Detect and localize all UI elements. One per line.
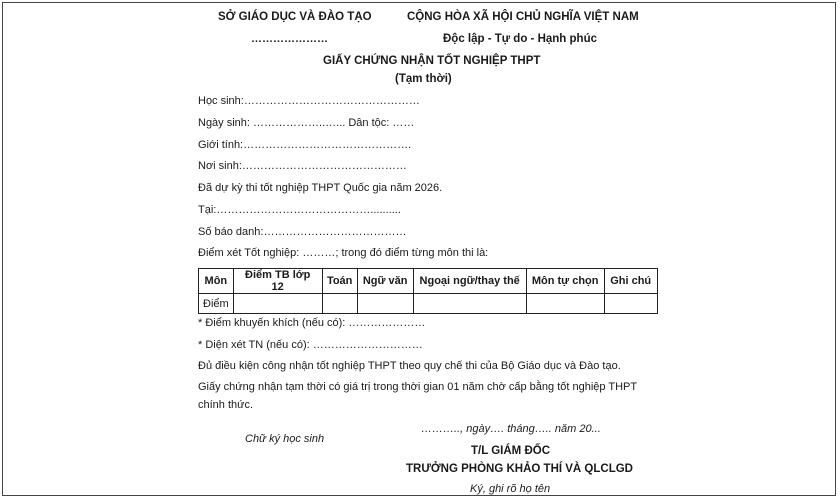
authority-title: T/L GIÁM ĐỐC bbox=[471, 445, 551, 457]
table-header-cell: Môn tự chọn bbox=[526, 269, 604, 294]
table-cell bbox=[413, 294, 526, 314]
field-location: Tại:…………………………………….......... bbox=[198, 204, 401, 216]
department-placeholder: ………………… bbox=[251, 33, 328, 45]
document-title: GIẤY CHỨNG NHẬN TỐT NGHIỆP THPT bbox=[323, 55, 541, 67]
note-exemption: * Diện xét TN (nếu có): ………………………… bbox=[198, 339, 423, 351]
field-student: Học sinh:………………………………………… bbox=[198, 95, 420, 107]
table-header-cell: Điểm TB lớp 12 bbox=[233, 269, 322, 294]
grades-table bbox=[198, 268, 658, 314]
table-cell bbox=[233, 294, 322, 314]
document-subtitle: (Tạm thời) bbox=[395, 73, 452, 85]
table-cell bbox=[322, 294, 357, 314]
grade-intro: Điểm xét Tốt nghiệp: ………; trong đó điểm từng môn thi là: bbox=[198, 247, 489, 259]
department-name: SỞ GIÁO DỤC VÀ ĐÀO TẠO bbox=[218, 11, 372, 23]
date-line: ……….., ngày…. tháng….. năm 20... bbox=[421, 423, 601, 435]
note-bonus: * Điểm khuyến khích (nếu có): ………………… bbox=[198, 317, 426, 329]
field-gender: Giới tính:………………………………………. bbox=[198, 139, 412, 151]
field-candidate-number: Số báo danh:………………………………… bbox=[198, 226, 407, 238]
table-header-cell: Ngoại ngữ/thay thế bbox=[413, 269, 526, 294]
country-motto: Độc lập - Tự do - Hạnh phúc bbox=[443, 33, 597, 45]
authority-office: TRƯỞNG PHÒNG KHẢO THÍ VÀ QLCLGD bbox=[406, 463, 633, 475]
table-row-label: Điểm bbox=[199, 294, 234, 314]
table-cell bbox=[357, 294, 413, 314]
table-cell bbox=[604, 294, 657, 314]
table-cell bbox=[526, 294, 604, 314]
student-signature-label: Chữ ký học sinh bbox=[245, 433, 325, 445]
field-birth-place: Nơi sinh:……………………………………… bbox=[198, 160, 407, 172]
table-header-cell: Toán bbox=[322, 269, 357, 294]
table-header-cell: Môn bbox=[199, 269, 234, 294]
field-birth-date: Ngày sinh: ………………..…... Dân tộc: …… bbox=[198, 117, 415, 129]
exam-statement: Đã dự kỳ thi tốt nghiệp THPT Quốc gia năm 2026. bbox=[198, 182, 443, 194]
certificate-document bbox=[2, 2, 836, 496]
signature-note: Ký, ghi rõ họ tên bbox=[470, 483, 551, 495]
table-header-cell: Ngữ văn bbox=[357, 269, 413, 294]
table-header-cell: Ghi chú bbox=[604, 269, 657, 294]
note-eligibility: Đủ điều kiện công nhận tốt nghiệp THPT theo quy chế thi của Bộ Giáo dục và Đào tạo. bbox=[198, 360, 621, 372]
table-header-row bbox=[199, 269, 658, 294]
table-row bbox=[199, 294, 658, 314]
note-validity-cont: chính thức. bbox=[198, 399, 254, 411]
note-validity: Giấy chứng nhận tạm thời có giá trị trong thời gian 01 năm chờ cấp bằng tốt nghiệp THPT bbox=[198, 381, 638, 393]
country-name: CỘNG HÒA XÃ HỘI CHỦ NGHĨA VIỆT NAM bbox=[407, 11, 639, 23]
